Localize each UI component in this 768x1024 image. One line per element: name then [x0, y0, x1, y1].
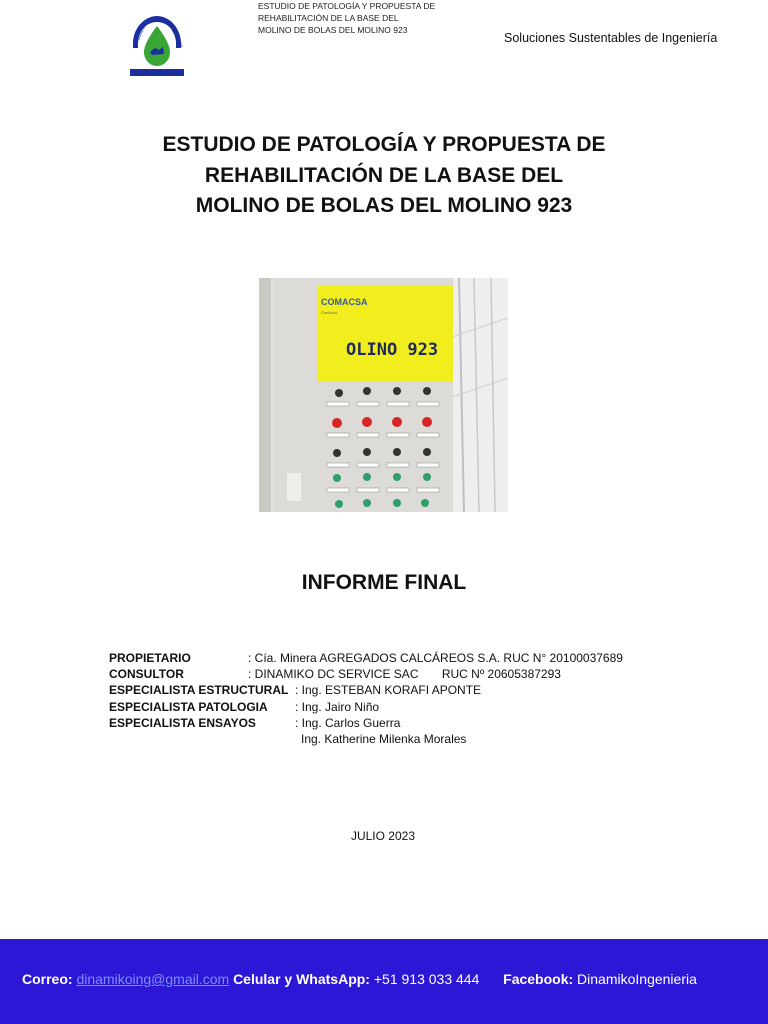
info-label: PROPIETARIO	[109, 651, 191, 665]
info-value: Ing. Katherine Milenka Morales	[301, 731, 467, 746]
svg-text:INGENIERÍA: INGENIERÍA	[166, 20, 184, 50]
phone-number: +51 913 033 444	[373, 971, 480, 987]
info-value: : Ing. Jairo Niño	[295, 699, 380, 714]
document-title	[0, 130, 768, 222]
header-document-title	[258, 0, 435, 36]
company-logo	[128, 12, 186, 78]
report-subtitle: INFORME FINAL	[301, 571, 467, 594]
report-date: JULIO 2023	[350, 829, 416, 843]
footer-contact-line	[22, 971, 697, 987]
contact-footer	[0, 939, 768, 1024]
info-label: ESPECIALISTA ESTRUCTURAL	[109, 683, 289, 698]
title-line: ESTUDIO DE PATOLOGÍA Y PROPUESTA DE	[162, 133, 606, 156]
email-label: Correo:	[22, 971, 73, 987]
info-label: ESPECIALISTA PATOLOGIA	[109, 699, 268, 714]
logo-text: DINAMIKO	[132, 22, 149, 48]
sign-text: OLINO 923	[346, 340, 439, 360]
header-title-line: REHABILITACIÓN DE LA BASE DEL	[258, 13, 399, 23]
info-value: : Cía. Minera AGREGADOS CALCÁREOS S.A. RUC N° 20100037689	[248, 651, 623, 665]
title-line: MOLINO DE BOLAS DEL MOLINO 923	[195, 194, 573, 217]
company-tagline: Soluciones Sustentables de Ingeniería	[504, 31, 718, 45]
header-title-line: MOLINO DE BOLAS DEL MOLINO 923	[258, 25, 408, 35]
header-title-line: ESTUDIO DE PATOLOGÍA Y PROPUESTA DE	[258, 1, 436, 11]
phone-label: Celular y WhatsApp:	[233, 971, 370, 987]
facebook-label: Facebook:	[503, 971, 574, 987]
sign-brand: COMACSA	[321, 297, 368, 307]
svg-text:Cantidad: Cantidad	[321, 310, 338, 315]
info-value: : Ing. ESTEBAN KORAFI APONTE	[295, 683, 482, 698]
info-value: : DINAMIKO DC SERVICE SAC RUC Nº 20605387293	[248, 667, 561, 682]
facebook-handle: DinamikoIngenieria	[577, 971, 697, 987]
title-line: REHABILITACIÓN DE LA BASE DEL	[204, 163, 564, 187]
control-panel-photo	[259, 278, 508, 512]
info-label: CONSULTOR	[109, 667, 184, 682]
info-label: ESPECIALISTA ENSAYOS	[109, 715, 256, 730]
info-value: : Ing. Carlos Guerra	[295, 715, 401, 730]
email-link[interactable]: dinamikoing@gmail.com	[76, 971, 230, 987]
